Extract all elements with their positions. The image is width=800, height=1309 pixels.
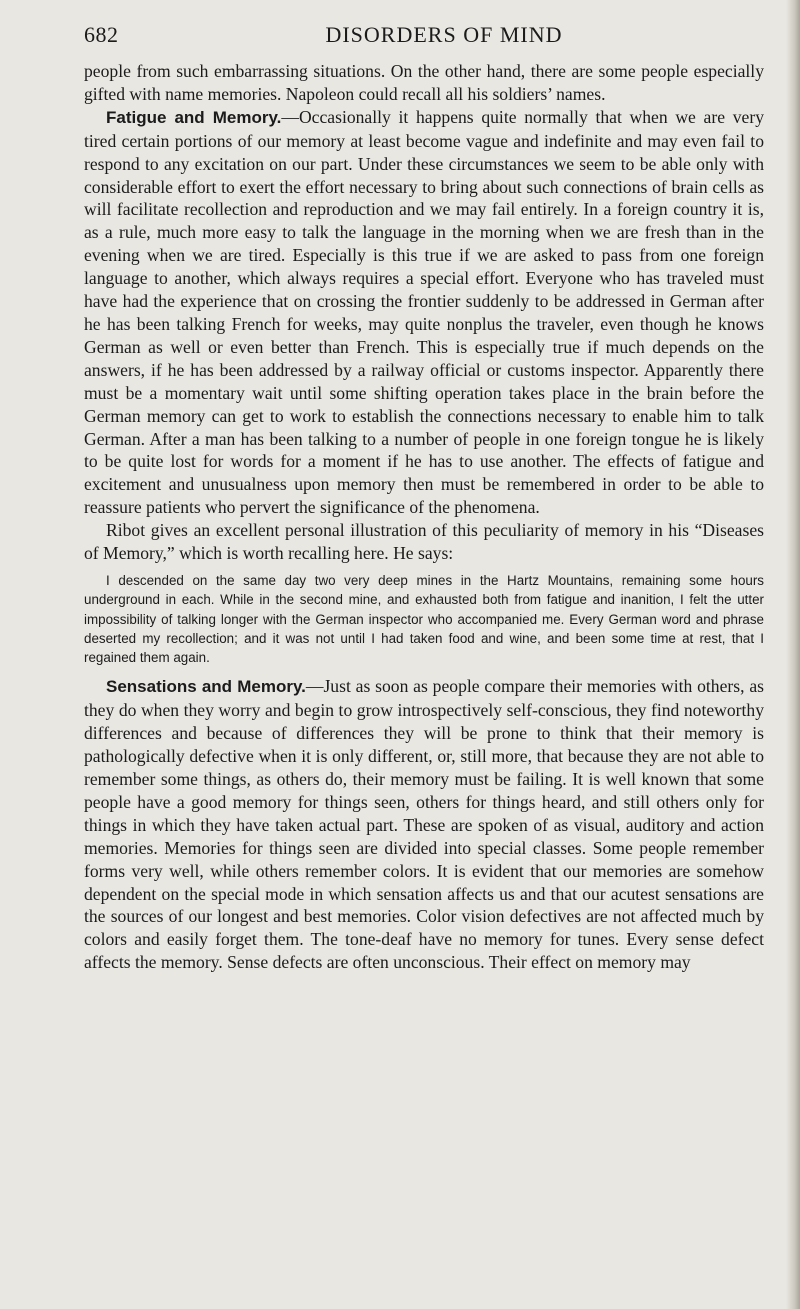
paragraph-ribot: Ribot gives an excellent personal illustration of this peculiarity of memory in his “Diseases of Memory,” which is worth recalling here. He says: (84, 520, 764, 564)
running-title: DISORDERS OF MIND (325, 22, 563, 47)
section-title-sensations-memory: Sensations and Memory. (106, 677, 306, 697)
paragraph-sensations-memory (84, 675, 764, 974)
page-edge-shadow (786, 0, 800, 1309)
paragraph-fatigue-memory-text: —Occasionally it happens quite normally that when we are very tired certain portions of our memory at least become vague and indefinite and may even fail to respond to any excitation on our part. Under these circumstances we seem to be able only with considerable effort to exert the effort necessary to bring about such connections of brain cells as will facilitate recollection and reproduction and we may fail entirely. In a foreign country it is, as a rule, much more easy to talk the language in the morning when we are fresh than in the evening when we are tired. Especially is this true if we are asked to pass from one foreign language to another, which always requires a special effort. Everyone who has traveled must have had the experience that on crossing the frontier suddenly to be addressed in German after he has been talking French for weeks, may quite nonplus the traveler, even though he knows German as well or even better than French. This is especially true if much depends on the answers, if he has been addressed by a railway official or customs inspector. Apparently there must be a momentary wait until some shifting operation takes place in the brain before the German memory can get to work to establish the connections necessary to enable him to talk German. After a man has been talking to a number of people in one foreign tongue he is likely to be quite lost for words for a moment if he has to use another. The effects of fatigue and excitement and unusualness upon memory then must be remembered in order to be able to reassure patients who pervert the significance of the phenomena. (84, 106, 764, 518)
paragraph-continuation: people from such embarrassing situations. On the other hand, there are some people especially gifted with name memories. Napoleon could recall all his soldiers’ names. (84, 61, 764, 104)
block-quote-ribot: I descended on the same day two very deep mines in the Hartz Mountains, remaining some hours underground in each. While in the second mine, and exhausted both from fatigue and inanition, I felt the utter impossibility of talking longer with the German inspector who accompanied me. Every German word and phrase deserted my recollection; and it was not until I had taken food and wine, and been some time at rest, that I regained them again. (84, 572, 764, 666)
paragraph-fatigue-memory (84, 106, 764, 519)
paragraph-sensations-memory-text: —Just as soon as people compare their memories with others, as they do when they worry and begin to grow introspectively self-conscious, they find noteworthy differences and because of differences they will be prone to think that their memory is pathologically defective when it is only different, or, still more, that because they are not able to remember some things, as others do, their memory must be failing. It is well known that some people have a good memory for things seen, others for things heard, and still others only for things in which they have taken actual part. These are spoken of as visual, auditory and action memories. Memories for things seen are divided into special classes. Some people remember forms very well, while others remember colors. It is evident that our memories are somehow dependent on the special mode in which sensation affects us and that our acutest sensations are the sources of our longest and best memories. Color vision defectives are not affected much by colors and easily forget them. The tone-deaf have no memory for tunes. Every sense defect affects the memory. Sense defects are often unconscious. Their effect on memory may (84, 676, 764, 973)
page-number: 682 (84, 22, 119, 47)
page-header (84, 22, 764, 54)
section-title-fatigue-memory: Fatigue and Memory. (106, 107, 282, 127)
page-body (84, 60, 764, 974)
